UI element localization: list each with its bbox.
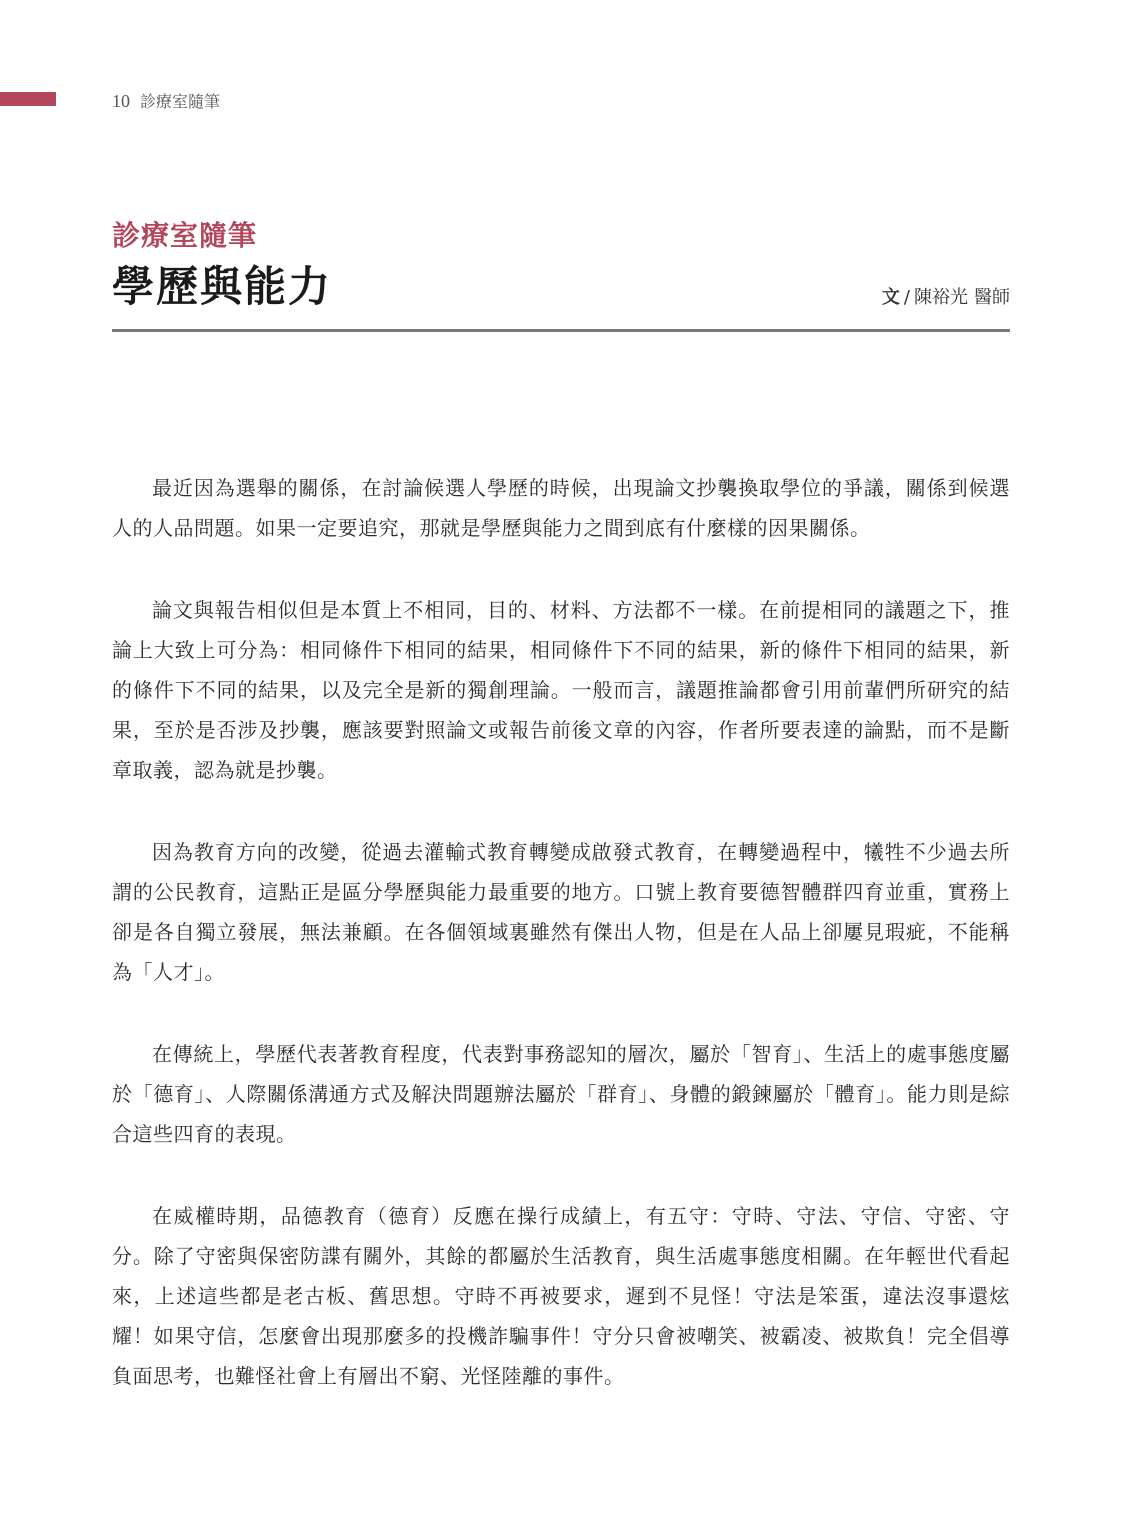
- article-title: 學歷與能力: [112, 262, 333, 311]
- running-head-accent-bar: [0, 92, 56, 106]
- body-paragraph: 最近因為選舉的關係，在討論候選人學歷的時候，出現論文抄襲換取學位的爭議，關係到候選人的人品問題。如果一定要追究，那就是學歷與能力之間到底有什麼樣的因果關係。: [112, 476, 1010, 540]
- body-paragraph: 論文與報告相似但是本質上不相同，目的、材料、方法都不一樣。在前提相同的議題之下，推論上大致上可分為：相同條件下相同的結果，相同條件下不同的結果，新的條件下相同的結果，新的條件下不同的結果，以及完全是新的獨創理論。一般而言，議題推論都會引用前輩們所研究的結果，至於是否涉及抄襲，應該要對照論文或報告前後文章的內容，作者所要表達的論點，而不是斷章取義，認為就是抄襲。: [112, 598, 1010, 782]
- author-name: 陳裕光: [914, 287, 968, 308]
- author-title: 醫師: [974, 287, 1010, 308]
- byline-separator: /: [903, 287, 910, 308]
- section-label: 診療室隨筆: [112, 219, 258, 252]
- body-paragraph: 因為教育方向的改變，從過去灌輸式教育轉變成啟發式教育，在轉變過程中，犧牲不少過去所謂的公民教育，這點正是區分學歷與能力最重要的地方。口號上教育要德智體群四育並重，實務上卻是各自獨立發展，無法兼顧。在各個領域裏雖然有傑出人物，但是在人品上卻屢見瑕疵，不能稱為「人才」。: [112, 840, 1010, 984]
- article-body: [112, 468, 1010, 1438]
- body-paragraph: 在威權時期，品德教育（德育）反應在操行成績上，有五守：守時、守法、守信、守密、守分。除了守密與保密防諜有關外，其餘的都屬於生活教育，與生活處事態度相關。在年輕世代看起來，上述這些都是老古板、舊思想。守時不再被要求，遲到不見怪！守法是笨蛋，違法沒事還炫耀！如果守信，怎麼會出現那麼多的投機詐騙事件！守分只會被嘲笑、被霸凌、被欺負！完全倡導負面思考，也難怪社會上有層出不窮、光怪陸離的事件。: [112, 1204, 1010, 1388]
- byline-prefix: 文: [881, 287, 900, 308]
- page-number: 10: [112, 91, 130, 111]
- body-paragraph: 在傳統上，學歷代表著教育程度，代表對事務認知的層次，屬於「智育」、生活上的處事態度屬於「德育」、人際關係溝通方式及解決問題辦法屬於「群育」、身體的鍛鍊屬於「體育」。能力則是綜合這些四育的表現。: [112, 1042, 1010, 1146]
- title-divider: [112, 329, 1010, 332]
- running-head: [112, 89, 220, 112]
- byline: [882, 283, 1010, 309]
- running-head-section: 診療室隨筆: [140, 92, 221, 111]
